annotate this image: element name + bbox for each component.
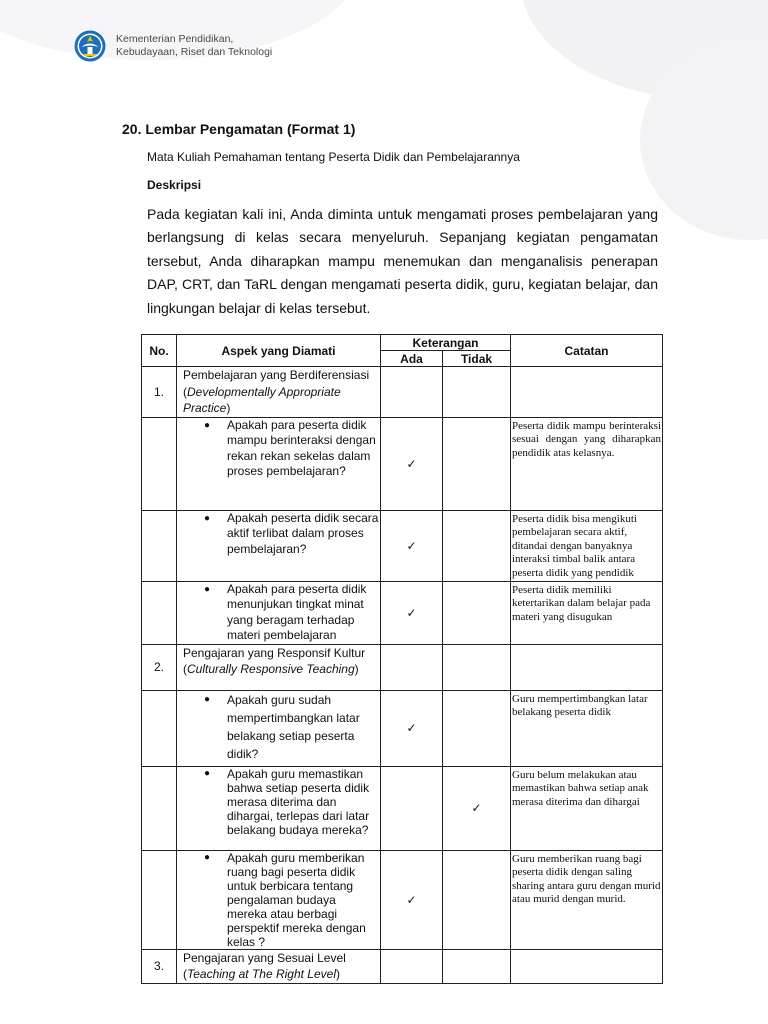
question-cell — [177, 417, 381, 510]
note-cell: Peserta didik mampu berinteraksi sesuai dengan yang diharapkan pendidik atas kelasnya. — [511, 417, 663, 510]
note-cell: Guru mempertimbangkan latar belakang peserta didik — [511, 690, 663, 766]
tidak-cell — [443, 690, 511, 766]
observation-table — [141, 334, 663, 984]
ministry-name — [116, 33, 272, 60]
header-catatan: Catatan — [511, 335, 663, 367]
section-title-text: Pengajaran yang Sesuai Level ( — [183, 950, 346, 981]
header-aspect: Aspek yang Diamati — [177, 335, 381, 367]
section-title-italic: Developmentally Appropriate Practice — [183, 384, 341, 415]
table-row — [142, 690, 663, 766]
note-cell: Guru memberikan ruang bagi peserta didik dengan saling sharing antara guru dengan murid atau murid dengan murid. — [511, 850, 663, 949]
section-title-cell — [177, 644, 381, 690]
question-text: Apakah para peserta didik menunjukan tingkat minat yang beragam terhadap materi pembelajaran — [227, 581, 367, 642]
section-title-text: Pengajaran yang Responsif Kultur ( — [183, 645, 366, 676]
question-text: Apakah para peserta didik mampu berinteraksi dengan rekan rekan sekelas dalam proses pembelajaran? — [227, 417, 376, 478]
header-tidak: Tidak — [443, 351, 511, 367]
section-title-cell — [177, 949, 381, 983]
ada-cell: ✓ — [381, 417, 443, 510]
ada-cell — [381, 766, 443, 850]
bullet-icon: ● — [204, 419, 211, 431]
section-title-italic: Teaching at The Right Level — [187, 967, 336, 981]
bullet-icon: ● — [204, 583, 211, 595]
question-cell — [177, 850, 381, 949]
question-cell — [177, 690, 381, 766]
ministry-line-2: Kebudayaan, Riset dan Teknologi — [116, 46, 273, 58]
section-title-end: ) — [354, 662, 359, 676]
tidak-cell: ✓ — [443, 766, 511, 850]
table-row — [142, 766, 663, 850]
bullet-icon: ● — [204, 767, 211, 779]
section-title-end: ) — [226, 401, 231, 415]
table-row — [142, 417, 663, 510]
table-row — [142, 850, 663, 949]
ada-cell: ✓ — [381, 850, 443, 949]
question-cell — [177, 581, 381, 644]
section-title-cell — [177, 367, 381, 418]
ada-cell: ✓ — [381, 690, 443, 766]
question-cell — [177, 510, 381, 581]
row-number: 3. — [142, 949, 177, 983]
table-row-section — [142, 367, 663, 418]
bullet-icon: ● — [204, 693, 211, 705]
tidak-cell — [443, 417, 511, 510]
question-text: Apakah guru memastikan bahwa setiap peserta didik merasa diterima dan dihargai, terlepas dari latar belakang budaya mereka? — [227, 766, 370, 837]
description-paragraph: Pada kegiatan kali ini, Anda diminta untuk mengamati proses pembelajaran yang berlangsung di kelas secara menyeluruh. Sepanjang kegiatan pengamatan tersebut, Anda diharapkan mampu menemukan dan menganalisis penerapan DAP, CRT, dan TaRL dengan mengamati peserta didik, guru, kegiatan belajar, dan lingkungan belajar di kelas tersebut. — [147, 206, 658, 316]
table-row-section — [142, 644, 663, 690]
tidak-cell — [443, 850, 511, 949]
ada-cell: ✓ — [381, 510, 443, 581]
tidak-cell — [443, 510, 511, 581]
bullet-icon: ● — [204, 851, 211, 863]
table-row — [142, 510, 663, 581]
bullet-icon: ● — [204, 512, 211, 524]
row-number: 2. — [142, 644, 177, 690]
section-title: 20. Lembar Pengamatan (Format 1) — [122, 121, 356, 137]
tidak-cell — [443, 581, 511, 644]
note-cell: Peserta didik memiliki ketertarikan dalam belajar pada materi yang disugukan — [511, 581, 663, 644]
section-title-end: ) — [336, 967, 340, 981]
question-cell — [177, 766, 381, 850]
section-title-text: Pembelajaran yang Berdiferensiasi ( — [183, 368, 370, 399]
question-text: Apakah guru memberikan ruang bagi peserta didik untuk berbicara tentang pengalaman budaya mereka atau berbagi perspektif mereka dengan kelas ? — [227, 850, 366, 949]
question-text: Apakah guru sudah mempertimbangkan latar belakang setiap peserta didik? — [227, 692, 360, 761]
header-ada: Ada — [381, 351, 443, 367]
ministry-line-1: Kementerian Pendidikan, — [116, 32, 234, 45]
course-name: Mata Kuliah Pemahaman tentang Peserta Didik dan Pembelajarannya — [147, 150, 520, 164]
note-cell: Guru belum melakukan atau memastikan bahwa setiap anak merasa diterima dan dihargai — [511, 766, 663, 850]
tut-wuri-handayani-logo — [74, 30, 106, 62]
note-cell: Peserta didik bisa mengikuti pembelajaran secara aktif, ditandai dengan banyaknya interaksi timbal balik antara peserta didik yang pendidik — [511, 510, 663, 581]
header-keterangan: Keterangan — [381, 335, 511, 351]
table-row — [142, 581, 663, 644]
header-no: No. — [142, 335, 177, 367]
description-heading: Deskripsi — [147, 178, 202, 192]
page-header — [74, 30, 272, 62]
table-row-section — [142, 949, 663, 983]
question-text: Apakah peserta didik secara aktif terlibat dalam proses pembelajaran? — [227, 510, 379, 556]
ada-cell: ✓ — [381, 581, 443, 644]
row-number: 1. — [142, 367, 177, 418]
section-title-italic: Culturally Responsive Teaching — [187, 662, 355, 676]
